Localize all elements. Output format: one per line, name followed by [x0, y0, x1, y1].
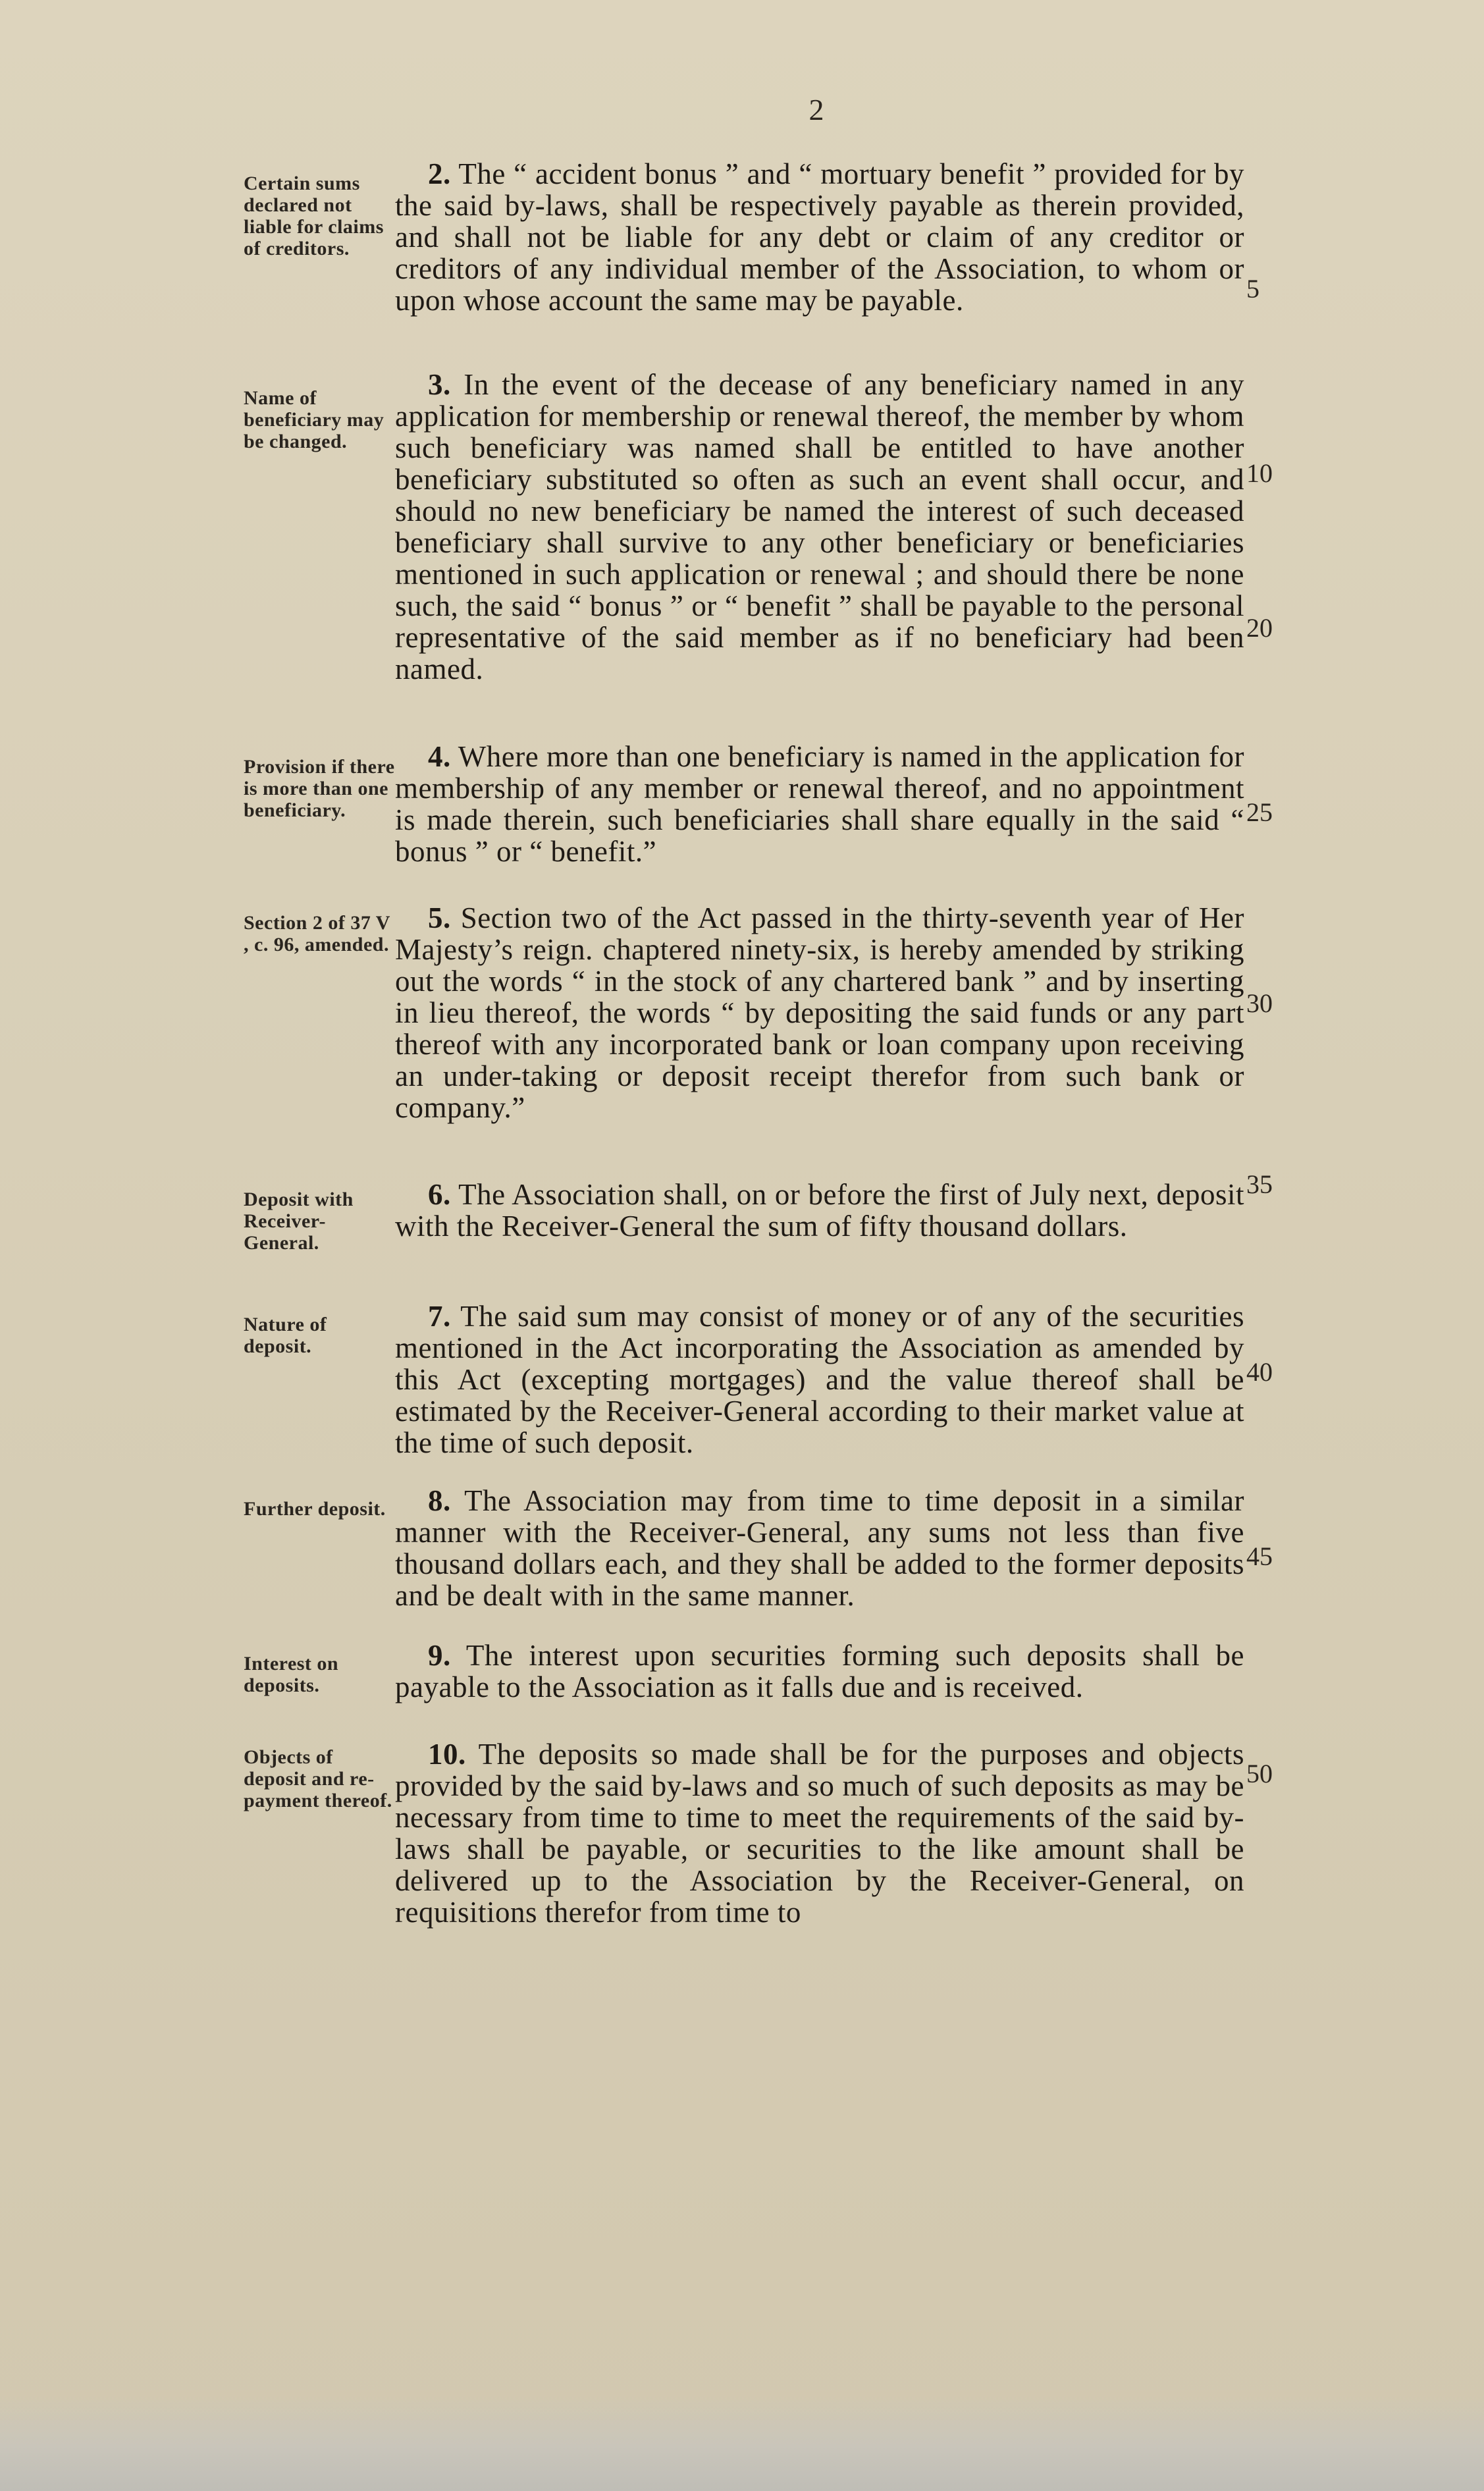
- section-text: The said sum may consist of money or of any of the securities mentioned in the Act incorporating the Association as amended by this Act (excepting mortgages) and the value thereof shall be estimated by the Receiver-General according to their market value at the time of such deposit.: [395, 1300, 1245, 1459]
- section-number: 2.: [428, 157, 451, 190]
- section-text: The interest upon securities forming such deposits shall be payable to the Association as it falls due and is received.: [395, 1639, 1245, 1703]
- sidenote-section-6: Deposit with Receiver-General.: [244, 1189, 354, 1254]
- section-5: [395, 902, 1244, 1123]
- section-number: 4.: [428, 740, 451, 773]
- line-number: 10: [1246, 458, 1273, 488]
- line-number: 25: [1246, 797, 1273, 827]
- section-number: 5.: [428, 901, 451, 934]
- section-text: The Association may from time to time deposit in a similar manner with the Receiver-General, any sums not less than five thousand dollars each, and they shall be added to the former deposits and be dealt with in the same manner.: [395, 1484, 1245, 1612]
- section-number: 3.: [428, 368, 451, 401]
- section-4: [395, 741, 1244, 867]
- sidenote-section-5: Section 2 of 37 V , c. 96, amended.: [244, 912, 390, 955]
- section-text: The Association shall, on or before the first of July next, deposit with the Receiver-General the sum of fifty thousand dollars.: [395, 1178, 1245, 1243]
- section-7: [395, 1300, 1244, 1459]
- section-text: The deposits so made shall be for the purposes and objects provided by the said by-laws and so much of such deposits as may be necessary from time to time to meet the requirements of the said by-laws shall be payable, or securities to the like amount shall be delivered up to the Association by the Receiver-General, on requisitions therefor from time to: [395, 1738, 1244, 1929]
- line-number: 40: [1246, 1357, 1273, 1387]
- section-3: [395, 369, 1244, 685]
- section-10: [395, 1738, 1244, 1928]
- sidenote-section-10: Objects of deposit and re-payment thereof.: [244, 1746, 392, 1811]
- section-number: 9.: [428, 1639, 451, 1672]
- page-number: 2: [808, 93, 824, 126]
- sidenote-section-3: Name of beneficiary may be changed.: [244, 387, 384, 452]
- section-number: 7.: [428, 1300, 451, 1333]
- section-text: Section two of the Act passed in the thirty-seventh year of Her Majesty’s reign. chaptered ninety-six, is hereby amended by striking out the words “ in the stock of any chartered bank ” and by inserting in lieu thereof, the words “ by depositing the said funds or any part thereof with any incorporated bank or loan company upon receiving an under-taking or deposit receipt therefor from such bank or company.”: [395, 901, 1244, 1124]
- line-number: 20: [1246, 613, 1273, 643]
- section-number: 8.: [428, 1484, 451, 1517]
- section-8: [395, 1485, 1244, 1611]
- sidenote-section-8: Further deposit.: [244, 1498, 386, 1520]
- sidenote-section-7: Nature of deposit.: [244, 1314, 327, 1357]
- line-number: 30: [1246, 988, 1273, 1018]
- line-number: 35: [1246, 1169, 1273, 1199]
- section-9: [395, 1640, 1244, 1703]
- section-2: [395, 158, 1244, 316]
- line-number: 45: [1246, 1541, 1273, 1571]
- sidenote-section-9: Interest on deposits.: [244, 1653, 339, 1696]
- section-text: In the event of the decease of any beneficiary named in any application for membership or renewal thereof, the member by whom such beneficiary was named shall be entitled to have another beneficiary substituted so often as such an event shall occur, and should no new beneficiary be named the interest of such deceased beneficiary shall survive to any other beneficiary or beneficiaries mentioned in such application or renewal ; and should there be none such, the said “ bonus ” or “ benefit ” shall be payable to the personal representative of the said member as if no beneficiary had been named.: [395, 368, 1245, 685]
- line-number: 50: [1246, 1759, 1273, 1788]
- sidenote-section-2: Certain sums declared not liable for claims of creditors.: [244, 173, 384, 259]
- section-number: 10.: [428, 1738, 466, 1771]
- section-text: The “ accident bonus ” and “ mortuary benefit ” provided for by the said by-laws, shall be respectively payable as therein provided, and shall not be liable for any debt or claim of any creditor or creditors of any individual member of the Association, to whom or upon whose account the same may be payable.: [395, 157, 1244, 317]
- section-6: [395, 1179, 1244, 1242]
- sidenote-section-4: Provision if there is more than one beneficiary.: [244, 756, 395, 821]
- section-text: Where more than one beneficiary is named in the application for membership of any member or renewal thereof, and no appointment is made therein, such beneficiaries shall share equally in the said “ bonus ” or “ benefit.”: [395, 740, 1244, 868]
- section-number: 6.: [428, 1178, 451, 1211]
- line-number: 5: [1246, 274, 1259, 304]
